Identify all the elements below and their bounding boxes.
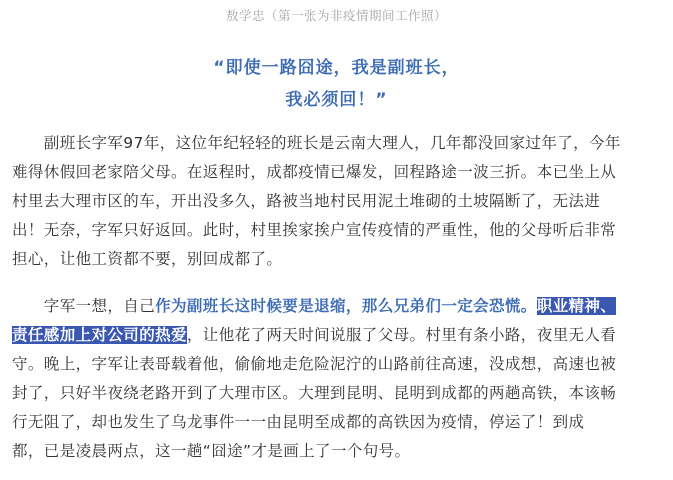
paragraph-2-line: 都，已是凌晨两点，这一趟“囧途”才是画上了一个句号。 [12,442,411,460]
paragraph-2-line [12,321,662,350]
paragraph-1-line: 出！无奈，字军只好返回。此时，村里挨家挨户宣传疫情的严重性，他的父母听后非常 [12,221,617,239]
paragraph-2-line: 守。晚上，字军让表哥载着他，偷偷地走危险泥泞的山路前往高速，没成想，高速也被 [12,355,617,373]
paragraph-1-line: 难得休假回老家陪父母。在返程时，成都疫情已爆发，回程路途一波三折。本已坐上从 [12,163,617,181]
pull-quote-line-1: “即使一路囧途，我是副班长， [213,58,460,78]
paragraph-2-line: 行无阻了，却也发生了乌龙事件一一由昆明至成都的高铁因为疫情，停运了！到成 [12,413,585,431]
paragraph-1-line: 担心，让他工资都不要，别回成都了。 [12,250,283,268]
paragraph-2-line: 封了，只好半夜绕老路开到了大理市区。大理到昆明、昆明到成都的两趟高铁，本该畅 [12,384,617,402]
paragraph-1 [12,129,662,274]
paragraph-2 [12,292,662,466]
pull-quote-line-2: 我必须回！” [285,90,388,110]
paragraph-2-line [12,292,662,321]
selected-text[interactable]: 责任感加上对公司的热爱 [12,326,187,344]
pull-quote [0,52,673,116]
photo-caption: 敖学忠（第一张为非疫情期间工作照） [225,8,447,23]
emphasis-text: 作为副班长这时候要是退缩，那么兄弟们一定会恐慌。 [155,297,537,315]
paragraph-2-text: ，让他花了两天时间说服了父母。村里有条小路，夜里无人看 [186,326,617,344]
selected-text[interactable]: 职业精神、 [536,297,617,315]
paragraph-1-line: 村里去大理市区的车，开出没多久，路被当地村民用泥土堆砌的土坡隔断了，无法进 [12,192,601,210]
paragraph-1-line: 副班长字军97年，这位年纪轻轻的班长是云南大理人，几年都没回家过年了，今年 [12,134,621,152]
paragraph-2-text: 字军一想，自己 [12,297,156,315]
